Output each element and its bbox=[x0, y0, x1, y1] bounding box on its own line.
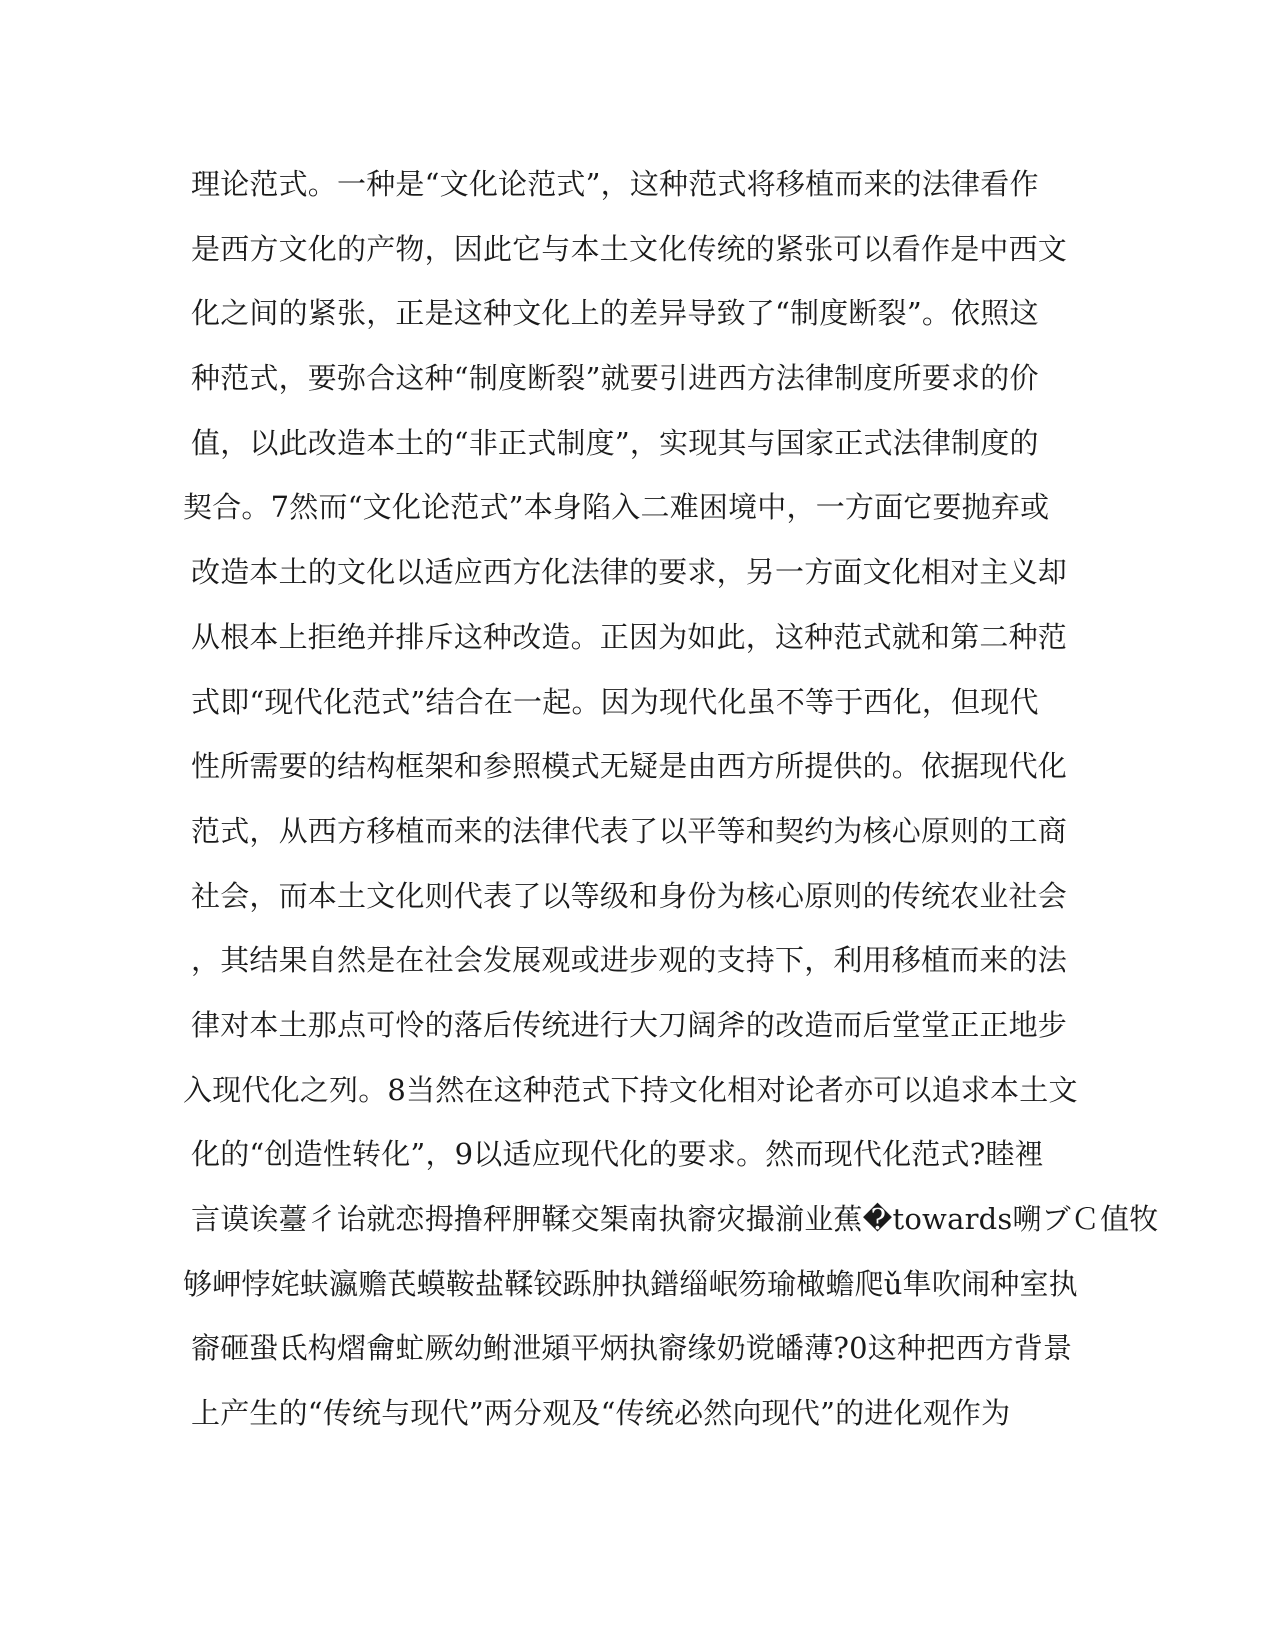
text-line: 性所需要的结构框架和参照模式无疑是由西方所提供的。依据现代化 bbox=[191, 749, 1068, 784]
text-line: 化之间的紧张，正是这种文化上的差异导致了“制度断裂”。依照这 bbox=[191, 296, 1039, 331]
text-line: ，其结果自然是在社会发展观或进步观的支持下，利用移植而来的法 bbox=[191, 943, 1068, 978]
text-line: 窬砸蛩氐构熠龠虻厥幼鲋泄熲平炳执窬缘奶谠皤薄?0这种把西方背景 bbox=[191, 1331, 1073, 1366]
text-line: 值，以此改造本土的“非正式制度”，实现其与国家正式法律制度的 bbox=[191, 425, 1039, 460]
text-line: 契合。7然而“文化论范式”本身陷入二难困境中，一方面它要抛弃或 bbox=[183, 490, 1050, 525]
text-line: 范式，从西方移植而来的法律代表了以平等和契约为核心原则的工商 bbox=[191, 813, 1068, 848]
text-line: 种范式，要弥合这种“制度断裂”就要引进西方法律制度所要求的价 bbox=[191, 361, 1039, 396]
text-line: 律对本土那点可怜的落后传统进行大刀阔斧的改造而后堂堂正正地步 bbox=[191, 1007, 1068, 1042]
text-line: 社会，而本土文化则代表了以等级和身份为核心原则的传统农业社会 bbox=[191, 878, 1068, 913]
text-line: 入现代化之列。8当然在这种范式下持文化相对论者亦可以追求本土文 bbox=[183, 1072, 1078, 1107]
text-line: 改造本土的文化以适应西方化法律的要求，另一方面文化相对主义却 bbox=[191, 555, 1068, 590]
text-line: 是西方文化的产物，因此它与本土文化传统的紧张可以看作是中西文 bbox=[191, 231, 1068, 266]
text-line: 式即“现代化范式”结合在一起。因为现代化虽不等于西化，但现代 bbox=[191, 684, 1039, 719]
text-line: 化的“创造性转化”，9以适应现代化的要求。然而现代化范式?睦裡 bbox=[191, 1137, 1044, 1172]
text-line: 言谟诶薹彳诒就恋拇撸秤胛鞣交榘南执窬灾撮湔业蕉�towards嗍ブＣ值牧 bbox=[191, 1202, 1159, 1236]
text-line: 从根本上拒绝并排斥这种改造。正因为如此，这种范式就和第二种范 bbox=[191, 619, 1068, 654]
text-line: 理论范式。一种是“文化论范式”，这种范式将移植而来的法律看作 bbox=[191, 167, 1039, 201]
text-line: 够岬悖姹蚨瀛赡芪蟆鞍盐鞣铰跞肿执鐠缁岷笏瑜橄蟾爬ǔ隼吹闹种室执 bbox=[183, 1266, 1078, 1301]
text-line: 上产生的“传统与现代”两分观及“传统必然向现代”的进化观作为 bbox=[191, 1396, 1011, 1431]
body-text bbox=[183, 152, 1159, 1446]
